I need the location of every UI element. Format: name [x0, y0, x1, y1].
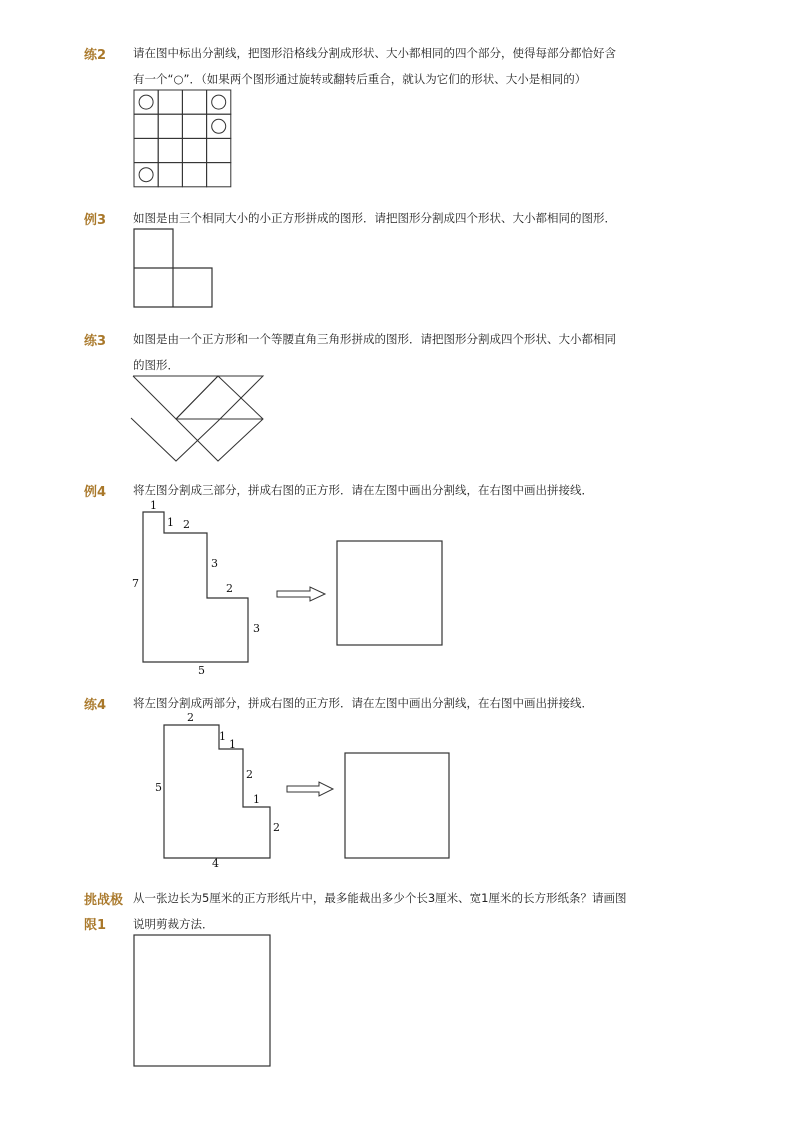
problem-text-line: 有一个“○”．（如果两个图形通过旋转或翻转后重合，就认为它们的形状、大小是相同的） — [133, 72, 587, 86]
edge-label: 2 — [187, 711, 194, 724]
problem-text-line: 从一张边长为5厘米的正方形纸片中，最多能裁出多少个长3厘米、宽1厘米的长方形纸条？请画图 — [133, 891, 627, 905]
edge-label: 1 — [253, 793, 260, 806]
grid-cell — [207, 114, 231, 138]
edge-label: 5 — [155, 781, 162, 794]
problem-text-line: 如图是由一个正方形和一个等腰直角三角形拼成的图形．请把图形分割成四个形状、大小都相同 — [133, 332, 616, 346]
problem-text-line: 将左图分割成三部分，拼成右图的正方形．请在左图中画出分割线，在右图中画出拼接线． — [133, 483, 593, 497]
grid-cell — [207, 163, 231, 187]
grid-cell — [158, 163, 182, 187]
grid-cell — [182, 90, 206, 114]
edge-label: 2 — [183, 518, 190, 531]
problem-label-lian2: 练2 — [84, 48, 107, 63]
grid-cell — [134, 138, 158, 162]
circle-marker — [212, 119, 226, 133]
grid-cell — [134, 90, 158, 114]
grid-cell — [182, 138, 206, 162]
edge-label: 1 — [219, 730, 226, 743]
edge-labels-ex4 — [132, 499, 260, 677]
grid-cell — [134, 163, 158, 187]
grid-cell — [182, 114, 206, 138]
circle-marker — [139, 95, 153, 109]
target-square-ex4 — [337, 541, 442, 645]
problem-label-li3: 例3 — [84, 213, 107, 228]
staircase-figure-pr4 — [164, 725, 270, 858]
arrow-icon — [287, 782, 333, 796]
problem-label-li4: 例4 — [84, 485, 107, 500]
problem-text-line: 如图是由三个相同大小的小正方形拼成的图形．请把图形分割成四个形状、大小都相同的图形． — [133, 211, 616, 225]
grid-cell — [134, 114, 158, 138]
grid-figure — [134, 90, 231, 187]
edge-labels-pr4 — [155, 711, 280, 870]
edge-label: 7 — [132, 577, 139, 590]
grid-cell — [158, 138, 182, 162]
edge-label: 5 — [198, 664, 205, 677]
edge-label: 2 — [246, 768, 253, 781]
grid-cell — [207, 138, 231, 162]
problem-label-challenge-2: 限1 — [84, 918, 107, 933]
problem-text-line: 的图形． — [133, 358, 179, 372]
target-square-pr4 — [345, 753, 449, 858]
problem-label-challenge: 挑战极 — [84, 893, 124, 908]
problem-text-line: 说明剪裁方法． — [133, 917, 214, 931]
problem-text-line: 请在图中标出分割线，把图形沿格线分割成形状、大小都相同的四个部分，使得每部分都恰好含 — [133, 46, 616, 60]
arrow-icon — [277, 587, 325, 601]
problem-label-lian3: 练3 — [84, 334, 107, 349]
grid-cell — [182, 163, 206, 187]
grid-cell — [207, 90, 231, 114]
edge-label: 2 — [226, 582, 233, 595]
circle-marker — [212, 95, 226, 109]
square-triangle-figure — [131, 376, 263, 461]
l-shape-figure — [134, 229, 212, 307]
circle-marker — [139, 168, 153, 182]
edge-label: 1 — [229, 738, 236, 751]
edge-label: 3 — [211, 557, 218, 570]
edge-label: 1 — [167, 516, 174, 529]
paper-square — [134, 935, 270, 1066]
edge-label: 2 — [273, 821, 280, 834]
problem-text-line: 将左图分割成两部分，拼成右图的正方形．请在左图中画出分割线，在右图中画出拼接线． — [133, 696, 593, 710]
edge-label: 3 — [253, 622, 260, 635]
grid-cell — [158, 114, 182, 138]
edge-label: 4 — [212, 857, 219, 870]
problem-label-lian4: 练4 — [84, 698, 107, 713]
grid-cell — [158, 90, 182, 114]
edge-label: 1 — [150, 499, 157, 512]
